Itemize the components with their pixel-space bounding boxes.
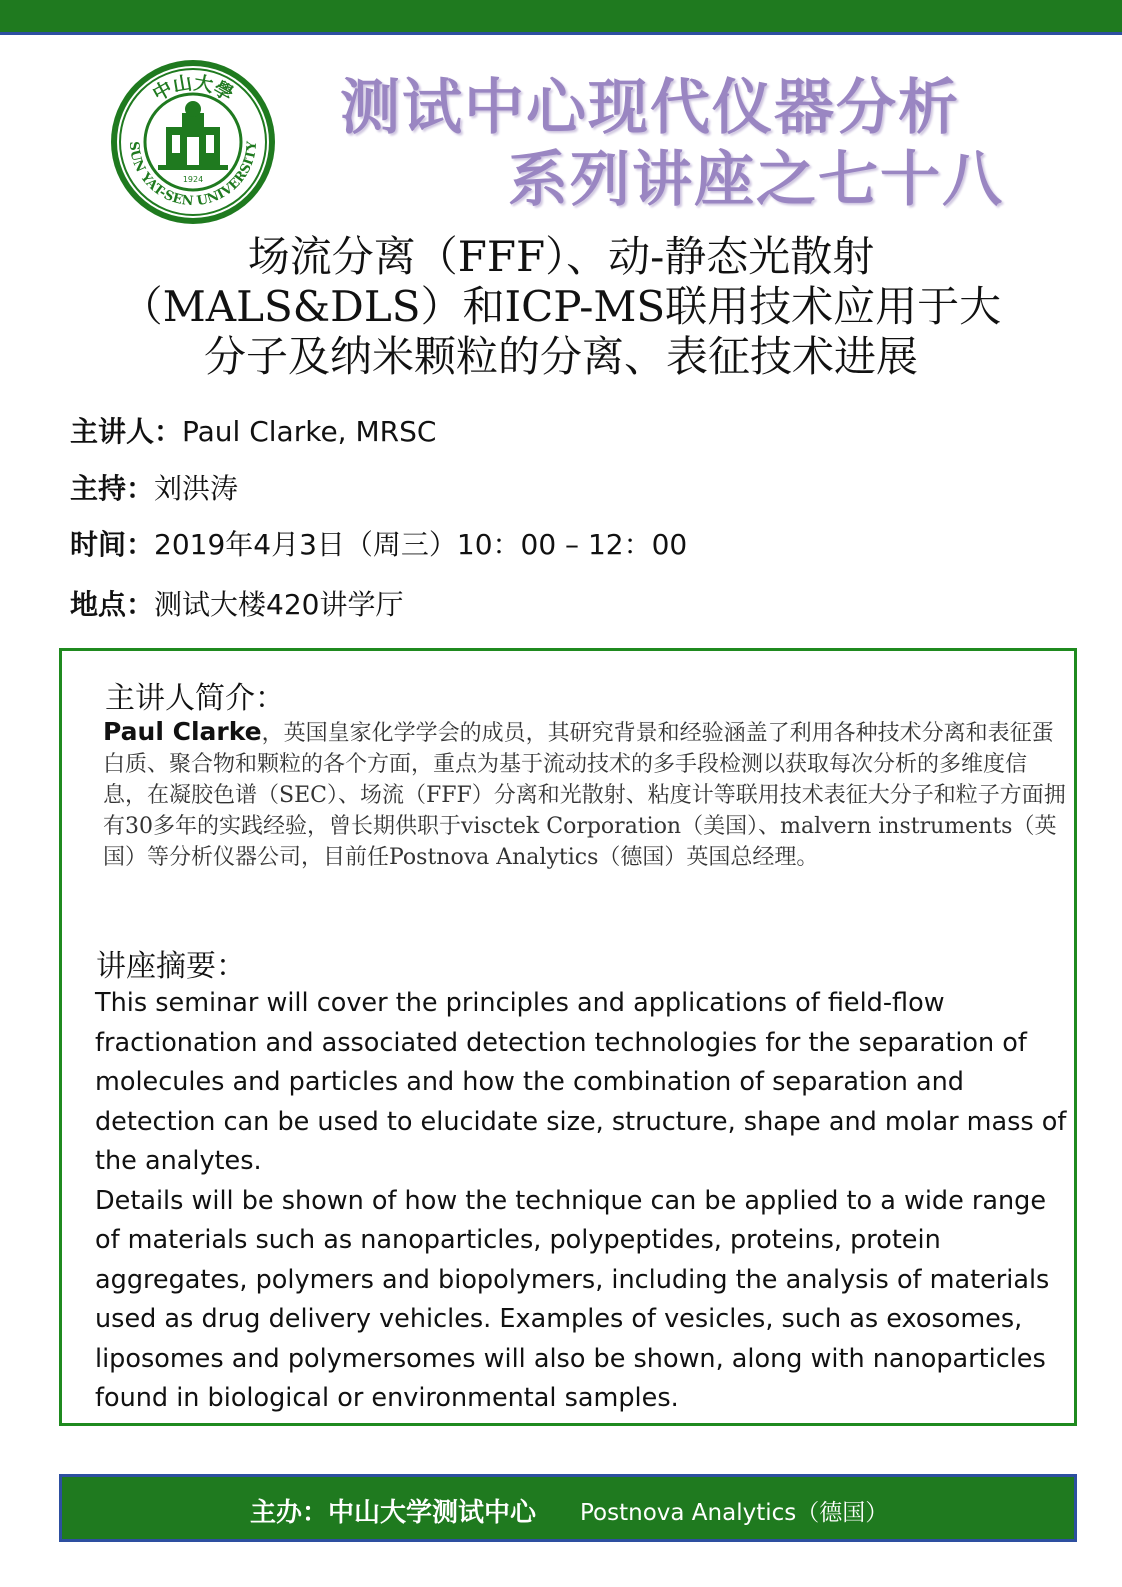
organizer-primary: 主办：中山大学测试中心 [250, 1498, 537, 1528]
organizer-footer [59, 1474, 1077, 1542]
time-value: 2019年4月3日（周三）10：00 – 12：00 [154, 528, 688, 561]
content-panel [59, 648, 1077, 1426]
series-title-line-1: 测试中心现代仪器分析 [340, 73, 960, 143]
seal-top-text: 中山大學 [149, 71, 237, 106]
bio-heading: 主讲人简介： [105, 681, 285, 716]
lecture-series-title [330, 72, 1030, 216]
lecture-title-line-3: 分子及纳米颗粒的分离、表征技术进展 [203, 332, 918, 381]
speaker-row [70, 410, 436, 450]
abstract-paragraph-1: This seminar will cover the principles and applications of field-flow fractionation and associated detection technologies for the separation of molecules and particles and how the combination of separation and detection can be used to elucidate size, structure, shape and molar mass of the analytes. [95, 988, 1067, 1176]
time-row [70, 523, 687, 563]
speaker-name: Paul Clarke [103, 717, 262, 746]
time-label: 时间： [70, 528, 155, 561]
lecture-title-line-1: 场流分离（FFF）、动-静态光散射 [247, 232, 875, 281]
place-value: 测试大楼420讲学厅 [154, 588, 404, 621]
lecture-title-line-2: （MALS&DLS）和ICP-MS联用技术应用于大 [120, 282, 1002, 331]
place-row [70, 583, 403, 623]
sun-yat-sen-university-seal-icon [108, 57, 278, 227]
host-value: 刘洪涛 [154, 472, 239, 505]
abstract-paragraph-2: Details will be shown of how the technique can be applied to a wide range of materials such as nanoparticles, polypeptides, proteins, protein aggregates, polymers and biopolymers, including the analysis of materials used as drug delivery vehicles. Examples of vesicles, such as exosomes, liposomes and polymersomes will also be shown, along with nanoparticles found in biological or environmental samples. [95, 1185, 1050, 1413]
abstract-text [95, 984, 1070, 1419]
bio-body: ，英国皇家化学学会的成员，其研究背景和经验涵盖了利用各种技术分离和表征蛋白质、聚合物和颗粒的各个方面，重点为基于流动技术的多手段检测以获取每次分析的多维度信息，在凝胶色谱（SEC）、场流（FFF）分离和光散射、粘度计等联用技术表征大分子和粒子方面拥有30多年的实践经验，曾长期供职于visctek Corporation（美国）、malvern instruments（英国）等分析仪器公司，目前任Postnova Analytics（德国）英国总经理。 [103, 721, 1066, 870]
university-seal-logo [108, 57, 278, 227]
top-color-band [0, 0, 1122, 35]
seal-year: 1924 [182, 175, 204, 184]
place-label: 地点： [70, 588, 155, 621]
host-row [70, 467, 238, 507]
series-title-line-2: 系列讲座之七十八 [508, 145, 1004, 215]
host-label: 主持： [70, 472, 155, 505]
speaker-label: 主讲人： [70, 415, 183, 448]
abstract-heading: 讲座摘要： [96, 949, 246, 984]
bio-text [103, 716, 1068, 873]
seal-ring-text: SUN YAT-SEN UNIVERSITY [125, 140, 261, 210]
speaker-value: Paul Clarke, MRSC [182, 415, 437, 448]
lecture-title [60, 232, 1062, 382]
organizer-secondary: Postnova Analytics（德国） [580, 1500, 889, 1526]
